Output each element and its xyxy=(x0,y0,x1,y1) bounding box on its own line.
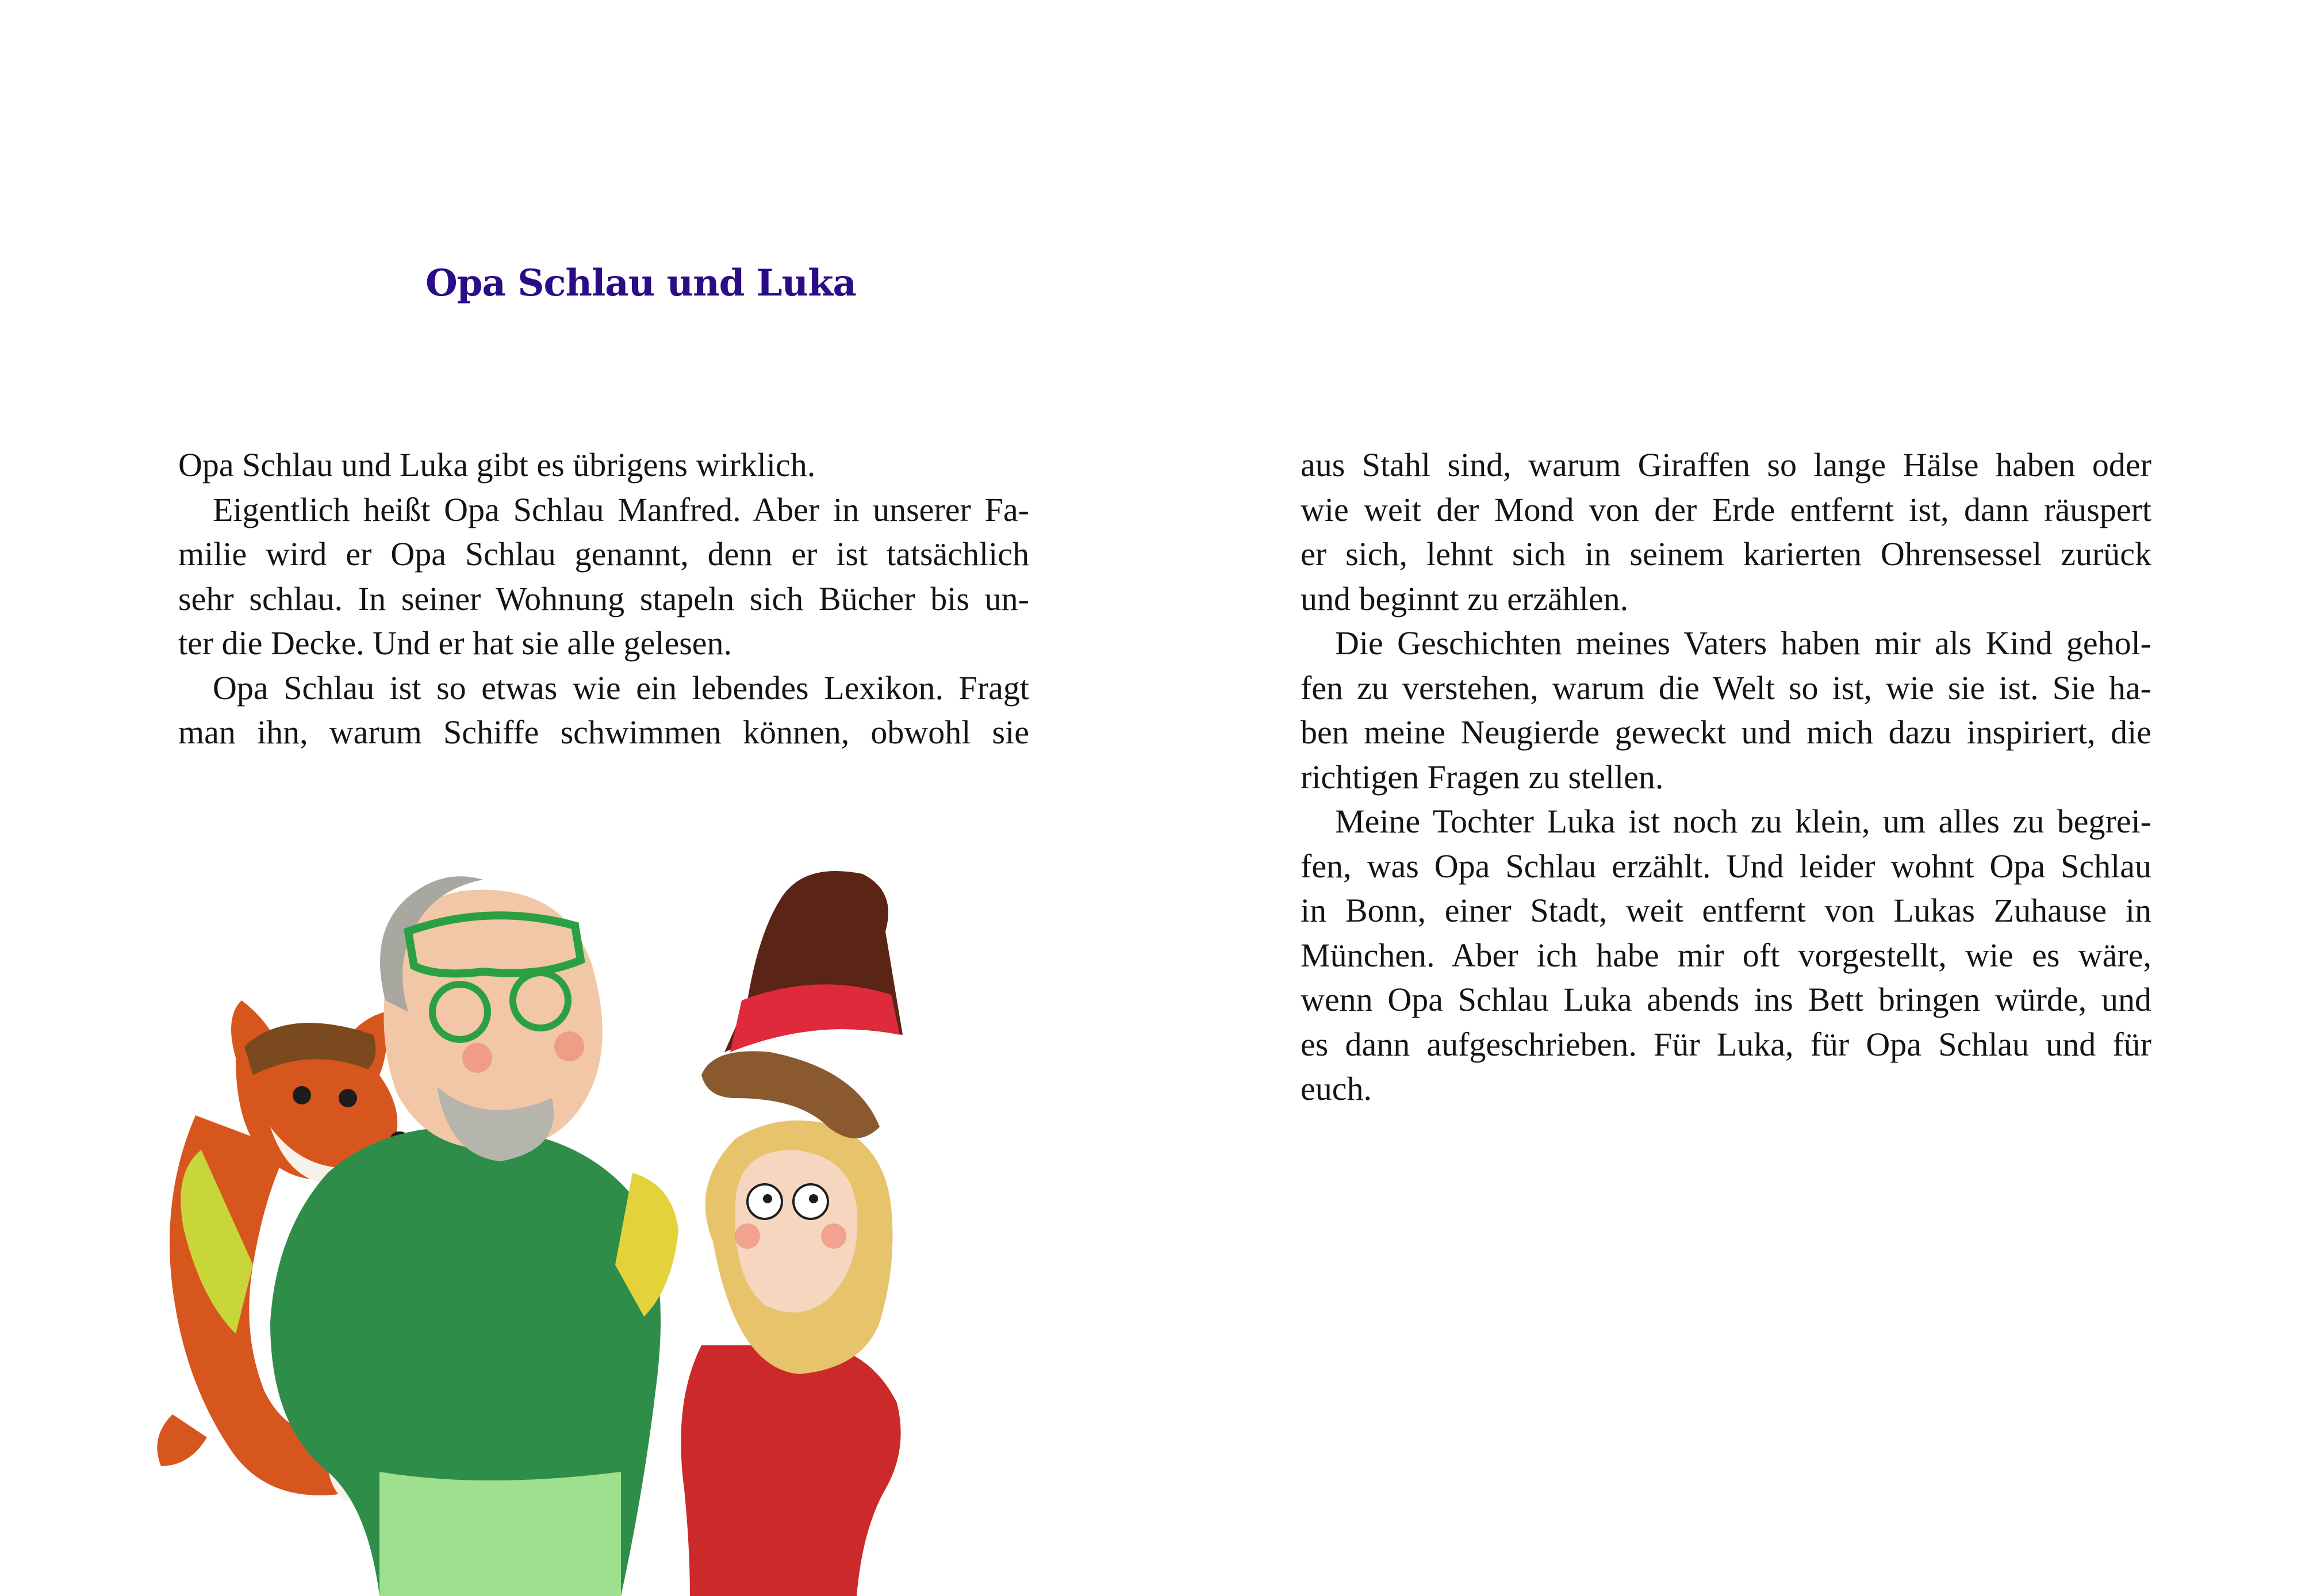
text-line: milie wird er Opa Schlau genannt, denn er ist tatsächlich xyxy=(178,535,1029,573)
text-line: Die Geschichten meines Vaters haben mir als Kind gehol- xyxy=(1335,624,2151,662)
text-line: und beginnt zu erzählen. xyxy=(1301,580,1629,617)
text-line: ben meine Neugierde geweckt und mich dazu inspiriert, die xyxy=(1301,713,2151,751)
text-line: richtigen Fragen zu stellen. xyxy=(1301,758,1664,796)
text-line: in Bonn, einer Stadt, weit entfernt von Lukas Zuhause in xyxy=(1301,892,2151,929)
text-line: Meine Tochter Luka ist noch zu klein, um alles zu begrei- xyxy=(1335,803,2151,840)
text-line: Opa Schlau und Luka gibt es übrigens wirklich. xyxy=(178,446,816,484)
text-line: aus Stahl sind, warum Giraffen so lange Hälse haben oder xyxy=(1301,446,2151,484)
text-line: Opa Schlau ist so etwas wie ein lebendes Lexikon. Fragt xyxy=(213,669,1029,707)
text-line: man ihn, warum Schiffe schwimmen können, obwohl sie xyxy=(178,713,1029,751)
illustration-grandpa-girl-fox xyxy=(138,828,1058,1596)
text-line: München. Aber ich habe mir oft vorgestellt, wie es wäre, xyxy=(1301,936,2151,974)
text-line: euch. xyxy=(1301,1070,1372,1107)
text-line: fen, was Opa Schlau erzählt. Und leider wohnt Opa Schlau xyxy=(1301,847,2151,885)
chapter-title: Opa Schlau und Luka xyxy=(425,262,856,305)
text-line: wenn Opa Schlau Luka abends ins Bett bringen würde, und xyxy=(1301,981,2151,1018)
text-line: fen zu verstehen, warum die Welt so ist, wie sie ist. Sie ha- xyxy=(1301,669,2151,707)
text-line: er sich, lehnt sich in seinem karierten Ohrensessel zurück xyxy=(1301,535,2151,573)
right-text-column xyxy=(1301,443,2151,1111)
left-text-column xyxy=(178,443,1029,755)
text-line: Eigentlich heißt Opa Schlau Manfred. Aber in unserer Fa- xyxy=(213,490,1029,528)
text-line: sehr schlau. In seiner Wohnung stapeln sich Bücher bis un- xyxy=(178,580,1029,617)
text-line: es dann aufgeschrieben. Für Luka, für Opa Schlau und für xyxy=(1301,1025,2151,1063)
text-line: ter die Decke. Und er hat sie alle gelesen. xyxy=(178,624,732,662)
text-line: wie weit der Mond von der Erde entfernt ist, dann räuspert xyxy=(1301,490,2151,528)
girl xyxy=(681,871,903,1596)
